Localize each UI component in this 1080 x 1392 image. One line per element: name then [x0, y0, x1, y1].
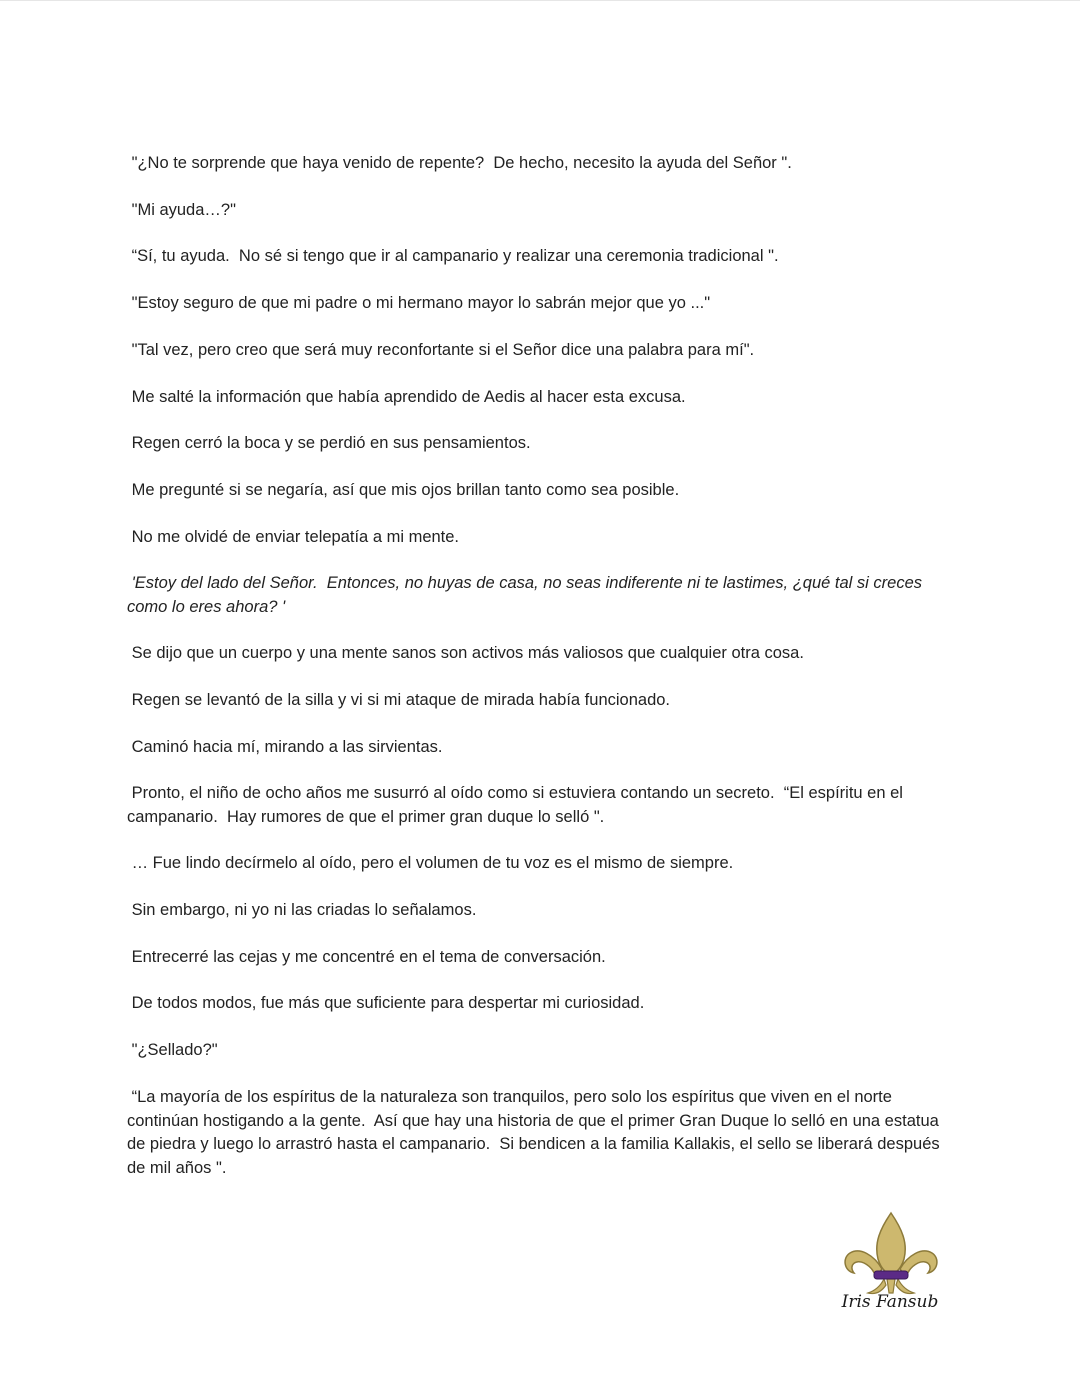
watermark-text: Iris Fansub: [841, 1292, 939, 1312]
paragraph-2: "Mi ayuda…?": [127, 201, 236, 219]
paragraph-8: Me pregunté si se negaría, así que mis ojos brillan tanto como sea posible.: [127, 481, 680, 499]
paragraph-10-telepathy: 'Estoy del lado del Señor. Entonces, no huyas de casa, no seas indiferente ni te lastimes, ¿qué tal si creces como lo eres ahora? ': [127, 574, 927, 616]
paragraph-9: No me olvidé de enviar telepatía a mi mente.: [127, 528, 460, 546]
paragraph-16: Sin embargo, ni yo ni las criadas lo señalamos.: [127, 901, 477, 919]
paragraph-6: Me salté la información que había aprendido de Aedis al hacer esta excusa.: [127, 388, 686, 406]
paragraph-7: Regen cerró la boca y se perdió en sus pensamientos.: [127, 434, 531, 452]
paragraph-15: … Fue lindo decírmelo al oído, pero el volumen de tu voz es el mismo de siempre.: [127, 854, 734, 872]
paragraph-11: Se dijo que un cuerpo y una mente sanos son activos más valiosos que cualquier otra cosa.: [127, 644, 804, 662]
paragraph-17: Entrecerré las cejas y me concentré en el tema de conversación.: [127, 948, 606, 966]
paragraph-20: “La mayoría de los espíritus de la naturaleza son tranquilos, pero solo los espíritus que viven en el norte continúan hostigando a la gente. Así que hay una historia de que el primer Gran Duque lo selló en una estatua de piedra y luego lo arrastró hasta el campanario. Si bendicen a la familia Kallakis, el sello se liberará después de mil años ".: [127, 1088, 945, 1177]
paragraph-12: Regen se levantó de la silla y vi si mi ataque de mirada había funcionado.: [127, 691, 671, 709]
paragraph-5: "Tal vez, pero creo que será muy reconfortante si el Señor dice una palabra para mí".: [127, 341, 755, 359]
paragraph-4: "Estoy seguro de que mi padre o mi hermano mayor lo sabrán mejor que yo ...": [127, 294, 711, 312]
paragraph-1: "¿No te sorprende que haya venido de repente? De hecho, necesito la ayuda del Señor ".: [127, 154, 792, 172]
paragraph-19: "¿Sellado?": [127, 1041, 218, 1059]
paragraph-14: Pronto, el niño de ocho años me susurró al oído como si estuviera contando un secreto. “El espíritu en el campanario. Hay rumores de que el primer gran duque lo selló ".: [127, 784, 908, 826]
paragraph-3: “Sí, tu ayuda. No sé si tengo que ir al campanario y realizar una ceremonia tradicional ".: [127, 247, 779, 265]
paragraph-13: Caminó hacia mí, mirando a las sirvientas.: [127, 738, 443, 756]
paragraph-18: De todos modos, fue más que suficiente para despertar mi curiosidad.: [127, 994, 645, 1012]
